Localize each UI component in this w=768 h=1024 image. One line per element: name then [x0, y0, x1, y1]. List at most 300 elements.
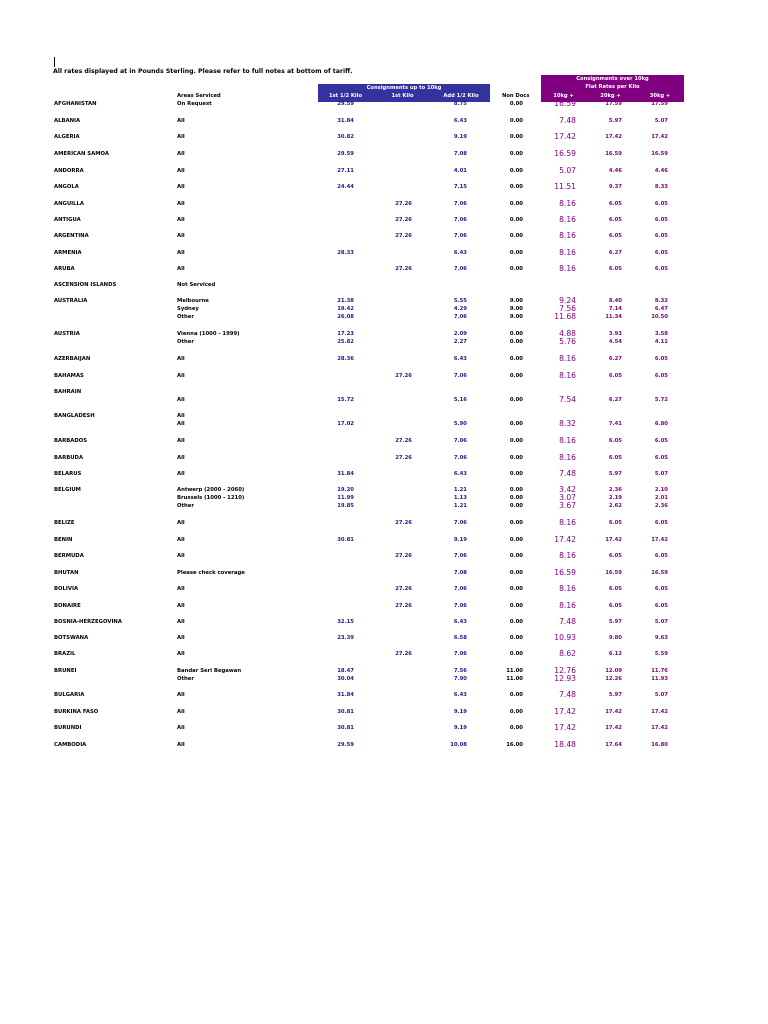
rate-c5: 17.42 — [554, 723, 576, 732]
rate-c6: 5.97 — [608, 619, 622, 625]
rate-c3: 1.21 — [453, 503, 467, 509]
rate-c3: 10.08 — [450, 742, 467, 748]
rate-c6: 17.42 — [605, 134, 622, 140]
rate-c7: 17.42 — [651, 537, 668, 543]
area-serviced: All — [177, 725, 185, 731]
area-serviced: All — [177, 692, 185, 698]
country-name: ARMENIA — [54, 250, 82, 256]
rate-c5: 3.42 — [559, 485, 576, 494]
rate-c5: 8.16 — [559, 601, 576, 610]
rate-c3: 7.06 — [453, 438, 467, 444]
rate-c7: 6.05 — [654, 250, 668, 256]
rate-c1: 11.99 — [337, 495, 354, 501]
rate-c5: 3.67 — [559, 501, 576, 510]
rate-c7: 8.33 — [654, 184, 668, 190]
rate-c4: 9.00 — [509, 306, 523, 312]
rate-c7: 2.01 — [654, 495, 668, 501]
rate-c4: 0.00 — [509, 356, 523, 362]
rate-c2: 27.26 — [395, 201, 412, 207]
rate-c6: 6.05 — [608, 586, 622, 592]
rate-c7: 5.07 — [654, 619, 668, 625]
rate-c5: 17.42 — [554, 132, 576, 141]
rate-c7: 17.42 — [651, 709, 668, 715]
rate-c7: 6.05 — [654, 201, 668, 207]
rate-c7: 16.59 — [651, 151, 668, 157]
area-serviced: Bandar Seri Begawan — [177, 668, 242, 674]
rate-c3: 7.08 — [453, 151, 467, 157]
rate-c7: 6.05 — [654, 373, 668, 379]
rate-c4: 0.00 — [509, 438, 523, 444]
rate-c3: 7.06 — [453, 233, 467, 239]
rate-c4: 0.00 — [509, 217, 523, 223]
rate-c6: 16.59 — [605, 151, 622, 157]
rate-c1: 28.33 — [337, 250, 354, 256]
rate-c3: 7.06 — [453, 266, 467, 272]
rate-c2: 27.26 — [395, 651, 412, 657]
rate-c6: 6.05 — [608, 438, 622, 444]
rate-c5: 8.16 — [559, 453, 576, 462]
rate-c6: 17.42 — [605, 709, 622, 715]
rate-c5: 8.16 — [559, 518, 576, 527]
area-serviced: All — [177, 151, 185, 157]
rate-c5: 16.59 — [554, 99, 576, 108]
rate-c7: 6.47 — [654, 306, 668, 312]
rate-c2: 27.26 — [395, 603, 412, 609]
country-name: ALGERIA — [54, 134, 80, 140]
rate-c5: 8.32 — [559, 419, 576, 428]
rate-c6: 6.27 — [608, 356, 622, 362]
country-name: ARUBA — [54, 266, 75, 272]
country-name: BURUNDI — [54, 725, 82, 731]
rate-c3: 9.19 — [453, 725, 467, 731]
rate-c4: 0.00 — [509, 520, 523, 526]
area-serviced: All — [177, 184, 185, 190]
rate-c5: 8.16 — [559, 231, 576, 240]
header-non-docs: Non Docs — [502, 93, 530, 99]
rate-c3: 8.75 — [453, 101, 467, 107]
rate-c7: 4.46 — [654, 168, 668, 174]
rate-c4: 0.00 — [509, 201, 523, 207]
rate-c5: 8.16 — [559, 199, 576, 208]
rate-c4: 0.00 — [509, 184, 523, 190]
rate-c4: 0.00 — [509, 692, 523, 698]
area-serviced: Other — [177, 676, 195, 682]
rate-c3: 2.09 — [453, 331, 467, 337]
rate-c6: 6.05 — [608, 553, 622, 559]
rate-c7: 6.05 — [654, 586, 668, 592]
rate-c7: 4.11 — [654, 339, 668, 345]
country-name: AMERICAN SAMOA — [54, 151, 109, 157]
area-serviced: Other — [177, 314, 195, 320]
country-name: ANDORRA — [54, 168, 84, 174]
rate-c6: 3.93 — [608, 331, 622, 337]
rate-c4: 11.00 — [506, 676, 523, 682]
rate-c4: 0.00 — [509, 709, 523, 715]
rate-c4: 16.00 — [506, 742, 523, 748]
header-30kg: 30kg + — [649, 93, 671, 99]
rate-c5: 3.07 — [559, 493, 576, 502]
rate-c4: 0.00 — [509, 134, 523, 140]
rate-c3: 7.06 — [453, 217, 467, 223]
rate-c1: 27.11 — [337, 168, 354, 174]
area-serviced: All — [177, 250, 185, 256]
rate-c5: 8.16 — [559, 354, 576, 363]
rate-c1: 29.59 — [337, 151, 354, 157]
rate-c7: 3.58 — [654, 331, 668, 337]
rate-c5: 8.16 — [559, 551, 576, 560]
rate-c4: 9.00 — [509, 314, 523, 320]
area-serviced: Sydney — [177, 306, 199, 312]
area-serviced: On Request — [177, 101, 212, 107]
rate-c3: 7.06 — [453, 201, 467, 207]
area-serviced: All — [177, 537, 185, 543]
area-serviced: All — [177, 134, 185, 140]
rate-c4: 0.00 — [509, 619, 523, 625]
country-name: BRUNEI — [54, 668, 77, 674]
country-name: BOLIVIA — [54, 586, 79, 592]
rate-c3: 7.90 — [453, 676, 467, 682]
rate-c7: 6.05 — [654, 438, 668, 444]
country-name: BULGARIA — [54, 692, 85, 698]
rate-c6: 4.46 — [608, 168, 622, 174]
area-serviced: All — [177, 520, 185, 526]
rate-c7: 5.07 — [654, 471, 668, 477]
area-serviced: All — [177, 709, 185, 715]
rate-c1: 19.20 — [337, 487, 354, 493]
country-name: BONAIRE — [54, 603, 81, 609]
rate-c6: 5.97 — [608, 118, 622, 124]
rate-c3: 5.16 — [453, 397, 467, 403]
country-name: BARBADOS — [54, 438, 88, 444]
rate-c5: 5.76 — [559, 337, 576, 346]
rate-c5: 16.59 — [554, 568, 576, 577]
area-serviced: All — [177, 471, 185, 477]
rate-c3: 7.06 — [453, 603, 467, 609]
rate-c1: 31.84 — [337, 118, 354, 124]
rate-c1: 30.81 — [337, 709, 354, 715]
rate-c2: 27.26 — [395, 266, 412, 272]
rate-c4: 0.00 — [509, 118, 523, 124]
rate-c1: 15.72 — [337, 397, 354, 403]
country-name: BANGLADESH — [54, 413, 95, 419]
area-serviced: All — [177, 397, 185, 403]
rate-c4: 0.00 — [509, 168, 523, 174]
rate-c7: 2.10 — [654, 487, 668, 493]
country-name: BERMUDA — [54, 553, 84, 559]
rate-c1: 28.36 — [337, 356, 354, 362]
rate-c3: 7.06 — [453, 455, 467, 461]
rate-c5: 8.16 — [559, 584, 576, 593]
rate-c6: 5.97 — [608, 471, 622, 477]
rate-c5: 9.24 — [559, 296, 576, 305]
rate-c5: 12.93 — [554, 674, 576, 683]
rate-c4: 0.00 — [509, 151, 523, 157]
rate-c1: 19.85 — [337, 503, 354, 509]
rate-c1: 25.82 — [337, 339, 354, 345]
rate-c1: 30.82 — [337, 134, 354, 140]
rate-c1: 23.39 — [337, 635, 354, 641]
country-name: ARGENTINA — [54, 233, 89, 239]
rate-c6: 5.97 — [608, 692, 622, 698]
rate-c5: 16.59 — [554, 149, 576, 158]
country-name: ALBANIA — [54, 118, 81, 124]
rate-c6: 7.41 — [608, 421, 622, 427]
rate-c4: 0.00 — [509, 586, 523, 592]
rate-c7: 6.05 — [654, 266, 668, 272]
rate-c5: 7.48 — [559, 690, 576, 699]
rate-c4: 0.00 — [509, 495, 523, 501]
rate-c6: 6.05 — [608, 266, 622, 272]
text-cursor — [54, 57, 55, 67]
rate-c7: 6.05 — [654, 520, 668, 526]
rate-c4: 0.00 — [509, 651, 523, 657]
country-name: AFGHANISTAN — [54, 101, 97, 107]
rate-c5: 8.16 — [559, 436, 576, 445]
rate-c6: 17.42 — [605, 725, 622, 731]
country-name: ANGOLA — [54, 184, 79, 190]
country-name: BENIN — [54, 537, 73, 543]
rate-c2: 27.26 — [395, 438, 412, 444]
rate-c4: 0.00 — [509, 101, 523, 107]
rate-c6: 9.80 — [608, 635, 622, 641]
rate-c7: 8.32 — [654, 298, 668, 304]
rate-c1: 17.23 — [337, 331, 354, 337]
rate-c3: 4.29 — [453, 306, 467, 312]
area-serviced: All — [177, 373, 185, 379]
rate-c6: 4.54 — [608, 339, 622, 345]
rate-c7: 5.07 — [654, 692, 668, 698]
rate-c2: 27.26 — [395, 586, 412, 592]
rate-c6: 6.05 — [608, 217, 622, 223]
rate-c3: 6.58 — [453, 635, 467, 641]
rate-c2: 27.26 — [395, 520, 412, 526]
rate-c7: 5.59 — [654, 651, 668, 657]
rate-c6: 12.26 — [605, 676, 622, 682]
rate-c1: 26.08 — [337, 314, 354, 320]
rate-c3: 7.06 — [453, 373, 467, 379]
rate-c7: 16.80 — [651, 742, 668, 748]
rate-c6: 12.09 — [605, 668, 622, 674]
rate-c3: 6.43 — [453, 471, 467, 477]
country-name: BARBUDA — [54, 455, 84, 461]
rate-c5: 7.48 — [559, 469, 576, 478]
rate-c7: 2.36 — [654, 503, 668, 509]
rate-c3: 5.55 — [453, 298, 467, 304]
rate-c4: 0.00 — [509, 537, 523, 543]
area-serviced: All — [177, 413, 185, 419]
country-name: BOTSWANA — [54, 635, 89, 641]
rate-c4: 0.00 — [509, 266, 523, 272]
header-add-half-kilo: Add 1/2 Kilo — [443, 93, 479, 99]
area-serviced: Brussels (1000 - 1210) — [177, 495, 245, 501]
rate-c3: 2.27 — [453, 339, 467, 345]
area-serviced: All — [177, 586, 185, 592]
rate-c3: 1.13 — [453, 495, 467, 501]
rate-c5: 8.16 — [559, 248, 576, 257]
rate-c1: 18.47 — [337, 668, 354, 674]
area-serviced: All — [177, 651, 185, 657]
country-name: BELGIUM — [54, 487, 81, 493]
rate-c3: 4.01 — [453, 168, 467, 174]
rate-c1: 19.42 — [337, 306, 354, 312]
area-serviced: All — [177, 356, 185, 362]
rate-c1: 32.15 — [337, 619, 354, 625]
area-serviced: Other — [177, 503, 195, 509]
rate-c4: 0.00 — [509, 635, 523, 641]
rate-c7: 11.93 — [651, 676, 668, 682]
area-serviced: Antwerp (2000 - 2060) — [177, 487, 245, 493]
rate-c6: 6.05 — [608, 603, 622, 609]
rate-c3: 6.43 — [453, 118, 467, 124]
rate-c4: 0.00 — [509, 503, 523, 509]
country-name: BELIZE — [54, 520, 75, 526]
country-name: ASCENSION ISLANDS — [54, 282, 117, 288]
area-serviced: All — [177, 742, 185, 748]
rate-c7: 11.76 — [651, 668, 668, 674]
rate-c3: 1.21 — [453, 487, 467, 493]
rate-c5: 7.54 — [559, 395, 576, 404]
tariff-note: All rates displayed at in Pounds Sterling. Please refer to full notes at bottom of tariff. — [53, 68, 353, 75]
rate-c4: 0.00 — [509, 553, 523, 559]
rate-c5: 17.42 — [554, 535, 576, 544]
rate-c7: 17.42 — [651, 134, 668, 140]
area-serviced: All — [177, 118, 185, 124]
area-serviced: Melbourne — [177, 298, 209, 304]
rate-c1: 24.44 — [337, 184, 354, 190]
rate-c6: 6.05 — [608, 201, 622, 207]
rate-c1: 30.04 — [337, 676, 354, 682]
rate-c6: 6.05 — [608, 373, 622, 379]
header-purple-title: Consignments over 10kg — [576, 76, 649, 82]
rate-c7: 6.05 — [654, 233, 668, 239]
header-first-kilo: 1st Kilo — [391, 93, 414, 99]
area-serviced: All — [177, 635, 185, 641]
rate-c5: 4.88 — [559, 329, 576, 338]
country-name: BURKINA FASO — [54, 709, 99, 715]
area-serviced: All — [177, 603, 185, 609]
rate-c5: 7.48 — [559, 617, 576, 626]
rate-c3: 6.43 — [453, 356, 467, 362]
rate-c3: 7.08 — [453, 570, 467, 576]
rate-c5: 8.16 — [559, 264, 576, 273]
rate-c7: 17.42 — [651, 725, 668, 731]
rate-c2: 27.26 — [395, 233, 412, 239]
area-serviced: All — [177, 266, 185, 272]
rate-c3: 7.06 — [453, 586, 467, 592]
rate-c5: 11.68 — [554, 312, 576, 321]
rate-c5: 7.56 — [559, 304, 576, 313]
country-name: ANGUILLA — [54, 201, 85, 207]
rate-c4: 9.00 — [509, 298, 523, 304]
rate-c4: 0.00 — [509, 487, 523, 493]
area-serviced: Not Serviced — [177, 282, 216, 288]
rate-c5: 8.16 — [559, 371, 576, 380]
rate-c7: 6.05 — [654, 356, 668, 362]
rate-c5: 7.48 — [559, 116, 576, 125]
rate-c4: 0.00 — [509, 421, 523, 427]
area-serviced: All — [177, 233, 185, 239]
rate-c1: 21.38 — [337, 298, 354, 304]
rate-c6: 6.27 — [608, 397, 622, 403]
rate-c5: 18.48 — [554, 740, 576, 749]
rate-c3: 6.43 — [453, 692, 467, 698]
rate-c3: 6.43 — [453, 619, 467, 625]
rate-c6: 8.40 — [608, 298, 622, 304]
area-serviced: Vienna (1000 - 1999) — [177, 331, 240, 337]
rate-c6: 6.05 — [608, 520, 622, 526]
rate-c3: 6.43 — [453, 250, 467, 256]
rate-c2: 27.26 — [395, 373, 412, 379]
area-serviced: All — [177, 168, 185, 174]
rate-c7: 5.72 — [654, 397, 668, 403]
rate-c7: 6.05 — [654, 217, 668, 223]
rate-c5: 10.93 — [554, 633, 576, 642]
rate-c4: 0.00 — [509, 397, 523, 403]
rate-c1: 17.02 — [337, 421, 354, 427]
rate-c6: 6.05 — [608, 233, 622, 239]
area-serviced: All — [177, 619, 185, 625]
country-name: BOSNIA-HERZEGOVINA — [54, 619, 122, 625]
rate-c6: 6.12 — [608, 651, 622, 657]
header-purple-subtitle: Flat Rates per Kilo — [585, 84, 640, 90]
header-20kg: 20kg + — [600, 93, 621, 99]
rate-c1: 29.59 — [337, 742, 354, 748]
country-name: BHUTAN — [54, 570, 79, 576]
rate-c1: 29.59 — [337, 101, 354, 107]
rate-c3: 7.06 — [453, 651, 467, 657]
rate-c7: 9.63 — [654, 635, 668, 641]
rate-c6: 2.36 — [608, 487, 622, 493]
rate-c7: 16.59 — [651, 570, 668, 576]
rate-c4: 0.00 — [509, 373, 523, 379]
rate-c6: 9.37 — [608, 184, 622, 190]
country-name: BRAZIL — [54, 651, 76, 657]
area-serviced: Other — [177, 339, 195, 345]
rate-c7: 17.59 — [651, 101, 668, 107]
rate-c2: 27.26 — [395, 217, 412, 223]
country-name: AZERBAIJAN — [54, 356, 91, 362]
rate-c3: 9.19 — [453, 537, 467, 543]
country-name: BAHAMAS — [54, 373, 84, 379]
rate-c3: 9.19 — [453, 134, 467, 140]
rate-c6: 2.19 — [608, 495, 622, 501]
rate-c6: 11.34 — [605, 314, 622, 320]
header-areas-serviced: Areas Serviced — [177, 93, 221, 99]
country-name: ANTIGUA — [54, 217, 81, 223]
rate-c1: 30.81 — [337, 537, 354, 543]
rate-c1: 31.84 — [337, 471, 354, 477]
rate-c2: 27.26 — [395, 455, 412, 461]
area-serviced: All — [177, 455, 185, 461]
rate-c3: 5.90 — [453, 421, 467, 427]
country-name: BAHRAIN — [54, 389, 82, 395]
rate-c5: 8.62 — [559, 649, 576, 658]
rate-c3: 7.15 — [453, 184, 467, 190]
header-first-half-kilo: 1st 1/2 Kilo — [328, 93, 363, 99]
rate-c5: 11.51 — [554, 182, 576, 191]
rate-c4: 0.00 — [509, 331, 523, 337]
area-serviced: All — [177, 438, 185, 444]
rate-c7: 6.05 — [654, 455, 668, 461]
rate-c2: 27.26 — [395, 553, 412, 559]
rate-c1: 30.81 — [337, 725, 354, 731]
rate-c6: 6.27 — [608, 250, 622, 256]
rate-c4: 0.00 — [509, 471, 523, 477]
rate-c7: 6.05 — [654, 603, 668, 609]
rate-c5: 12.76 — [554, 666, 576, 675]
rate-c4: 0.00 — [509, 455, 523, 461]
rate-c5: 8.16 — [559, 215, 576, 224]
